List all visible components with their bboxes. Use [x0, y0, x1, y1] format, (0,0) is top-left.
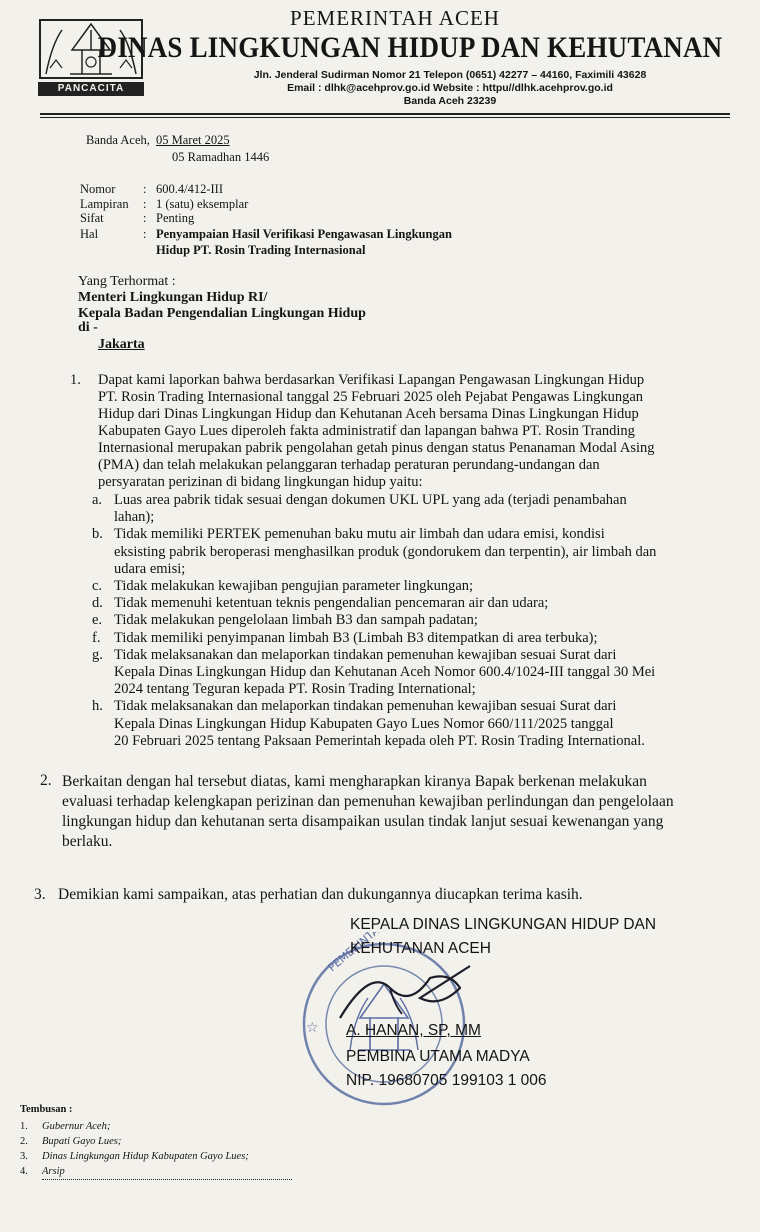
meta-label-hal: Hal	[80, 227, 99, 241]
cc-item-text: Gubernur Aceh;	[42, 1121, 111, 1132]
cc-item-number: 4.	[20, 1166, 28, 1177]
item-letter: e.	[92, 612, 103, 629]
list-item	[92, 612, 732, 629]
list-item	[92, 595, 732, 612]
item-line: Tidak memiliki penyimpanan limbah B3 (Limbah B3 ditempatkan di area terbuka);	[114, 629, 598, 646]
meta-value-sifat: Penting	[156, 211, 195, 225]
para1-line: Kabupaten Gayo Lues diperoleh fakta administratif dan lapangan bahwa PT. Rosin Tranding	[98, 423, 635, 439]
item-letter: g.	[92, 646, 103, 663]
letterhead-rule-thin	[40, 117, 730, 118]
para2-line: evaluasi terhadap kelengkapan perizinan dan pemenuhan kewajiban perlindungan dan pengelolaan	[62, 793, 674, 810]
meta-value-hal-line2: Hidup PT. Rosin Trading Internasional	[156, 243, 366, 257]
item-line: udara emisi;	[114, 560, 186, 577]
item-line: lahan);	[114, 509, 155, 526]
recipient-line3: di -	[78, 320, 98, 335]
item-letter: d.	[92, 595, 103, 612]
item-letter: f.	[92, 629, 101, 646]
signatory-name: A. HANAN, SP, MM	[346, 1022, 481, 1039]
recipient-city: Jakarta	[98, 337, 145, 352]
meta-label-lampiran: Lampiran	[80, 197, 129, 211]
letter-date	[86, 133, 230, 148]
item-line: Kepala Dinas Lingkungan Hidup dan Kehutanan Aceh Nomor 600.4/1024-III tanggal 30 Mei	[114, 664, 656, 681]
meta-colon: :	[143, 197, 147, 211]
meta-colon: :	[143, 227, 147, 241]
recipient-line2: Kepala Badan Pengendalian Lingkungan Hidup	[78, 306, 366, 321]
item-letter: a.	[92, 492, 103, 508]
letterhead-city: Banda Aceh 23239	[403, 95, 497, 107]
item-line: Tidak memenuhi ketentuan teknis pengendalian pencemaran air dan udara;	[114, 595, 549, 612]
item-line: Kepala Dinas Lingkungan Hidup Kabupaten Gayo Lues Nomor 660/111/2025 tanggal	[114, 715, 614, 732]
para3-number: 3.	[34, 886, 46, 903]
cc-item	[20, 1134, 320, 1149]
hijri-date: 05 Ramadhan 1446	[172, 150, 270, 164]
svg-text:PEMERINTAH: PEMERINTAH	[325, 932, 389, 975]
para1-number: 1.	[70, 372, 81, 388]
item-letter: h.	[92, 698, 103, 715]
cc-item-number: 3.	[20, 1151, 28, 1162]
letterhead-government: PEMERINTAH ACEH	[290, 6, 500, 30]
item-line: Tidak melakukan kewajiban pengujian parameter lingkungan;	[114, 578, 474, 595]
cc-item-number: 1.	[20, 1121, 28, 1132]
cc-item	[20, 1149, 320, 1164]
item-line: Tidak memiliki PERTEK pemenuhan baku mutu air limbah dan udara emisi, kondisi	[114, 526, 605, 543]
list-item	[92, 578, 732, 595]
letterhead-contact: Email : dlhk@acehprov.go.id Website : httpu//dlhk.acehprov.go.id	[287, 82, 613, 94]
item-line: Tidak melaksanakan dan melaporkan tindakan pemenuhan kewajiban sesuai Surat dari	[114, 698, 617, 715]
item-line: Tidak melakukan pengelolaan limbah B3 dan sampah padatan;	[114, 612, 478, 629]
cc-item	[20, 1164, 320, 1180]
cc-label: Tembusan :	[20, 1104, 73, 1115]
list-item	[92, 698, 732, 750]
para1-body	[98, 372, 710, 491]
item-line: eksisting pabrik beroperasi menghasilkan produk (gondorukem dan terpentin), air limbah dan	[114, 543, 657, 560]
para2-number: 2.	[40, 772, 52, 789]
item-letter: c.	[92, 578, 103, 595]
item-line: 2024 tentang Teguran kepada PT. Rosin Trading International;	[114, 681, 476, 698]
para2-body	[62, 772, 742, 852]
para3-text: Demikian kami sampaikan, atas perhatian dan dukungannya diucapkan terima kasih.	[58, 886, 583, 903]
cc-item-text: Arsip	[42, 1164, 292, 1180]
para1-line: (PMA) dan telah melakukan pelanggaran terhadap peraturan perundang-undangan dan	[98, 457, 600, 473]
date-value: 05 Maret 2025	[156, 133, 230, 147]
cc-list	[20, 1119, 320, 1180]
meta-value-nomor: 600.4/412-III	[156, 182, 223, 196]
item-letter: b.	[92, 526, 103, 543]
letterhead-rule	[40, 113, 730, 115]
cc-item-text: Bupati Gayo Lues;	[42, 1136, 122, 1147]
recipient-greeting: Yang Terhormat :	[78, 274, 176, 289]
signatory-nip: NIP. 19680705 199103 1 006	[346, 1072, 547, 1089]
date-prefix: Banda Aceh,	[86, 133, 150, 147]
logo-caption: PANCACITA	[57, 83, 125, 94]
list-item	[92, 492, 732, 526]
para1-line: Hidup dari Dinas Lingkungan Hidup dan Kehutanan Aceh bersama Dinas Lingkungan Hidup	[98, 406, 639, 422]
cc-item	[20, 1119, 320, 1134]
meta-label-nomor: Nomor	[80, 182, 116, 196]
list-item	[92, 526, 732, 578]
meta-value-hal: Penyampaian Hasil Verifikasi Pengawasan Lingkungan	[156, 227, 452, 241]
cc-item-text: Dinas Lingkungan Hidup Kabupaten Gayo Lues;	[42, 1151, 249, 1162]
cc-item-number: 2.	[20, 1136, 28, 1147]
signatory-rank: PEMBINA UTAMA MADYA	[346, 1048, 530, 1065]
signature-title-line2: KEHUTANAN ACEH	[350, 940, 491, 957]
meta-label-sifat: Sifat	[80, 211, 104, 225]
item-line: 20 Februari 2025 tentang Paksaan Pemerintah kepada oleh PT. Rosin Trading International.	[114, 732, 645, 749]
letterhead-address: Jln. Jenderal Sudirman Nomor 21 Telepon (0651) 42277 – 44160, Faximili 43628	[253, 69, 647, 81]
svg-text:☆: ☆	[306, 1020, 319, 1036]
para1-line: Internasional merupakan pabrik pengolahan getah pinus dengan status Penanaman Modal Asing	[98, 440, 655, 456]
meta-colon: :	[143, 182, 147, 196]
letterhead-agency: DINAS LINGKUNGAN HIDUP DAN KEHUTANAN	[97, 30, 723, 64]
handwritten-signature	[330, 958, 490, 1028]
violation-list	[92, 492, 732, 750]
para1-line: PT. Rosin Trading Internasional tanggal 25 Februari 2025 oleh Pejabat Pengawas Lingkungan	[98, 389, 644, 405]
para2-line: lingkungan hidup dan kehutanan serta disampaikan usulan tindak lanjut sesuai kewenangan yang	[62, 813, 664, 830]
para2-line: Berkaitan dengan hal tersebut diatas, kami mengharapkan kiranya Bapak berkenan melakukan	[62, 773, 647, 790]
para1-line: persyaratan perizinan di bidang lingkungan hidup yaitu:	[98, 474, 423, 490]
item-line: Tidak melaksanakan dan melaporkan tindakan pemenuhan kewajiban sesuai Surat dari	[114, 646, 617, 663]
meta-value-lampiran: 1 (satu) eksemplar	[156, 197, 249, 211]
list-item	[92, 630, 732, 647]
list-item	[92, 647, 732, 699]
signature-scribble-icon	[330, 958, 490, 1028]
meta-colon: :	[143, 211, 147, 225]
para2-line: berlaku.	[62, 833, 113, 850]
signature-title-line1: KEPALA DINAS LINGKUNGAN HIDUP DAN	[350, 916, 657, 933]
recipient-line1: Menteri Lingkungan Hidup RI/	[78, 290, 268, 305]
para1-line: Dapat kami laporkan bahwa berdasarkan Verifikasi Lapangan Pengawasan Lingkungan Hidup	[98, 372, 645, 388]
item-line: Luas area pabrik tidak sesuai dengan dokumen UKL UPL yang ada (terjadi penambahan	[114, 492, 627, 508]
